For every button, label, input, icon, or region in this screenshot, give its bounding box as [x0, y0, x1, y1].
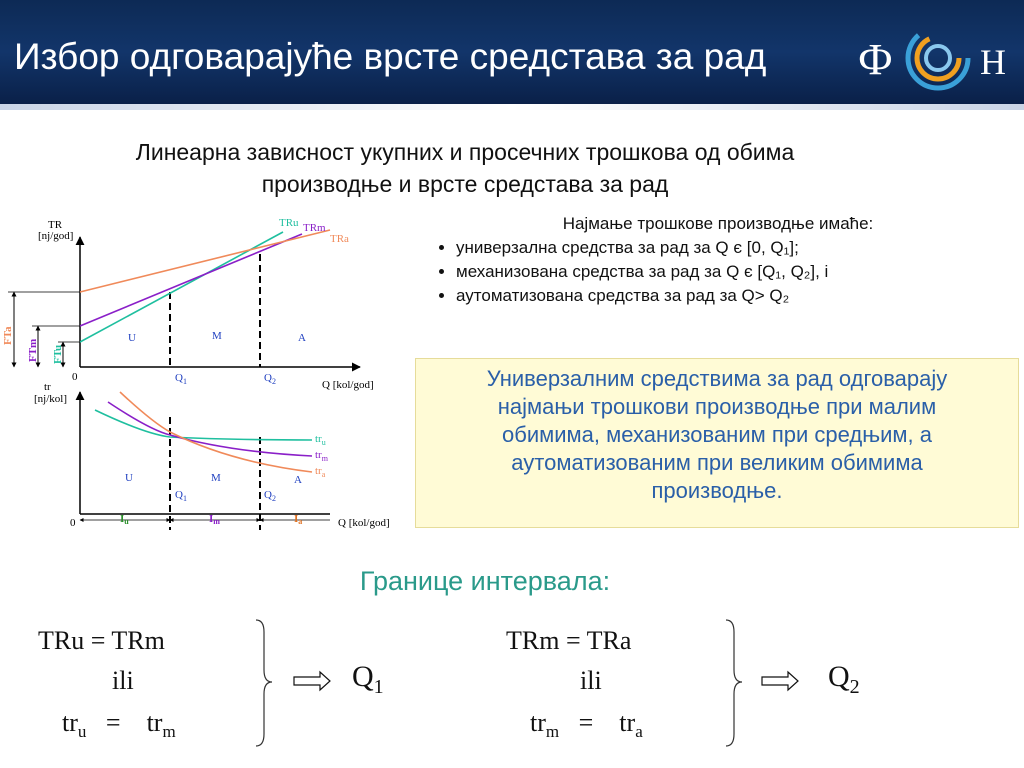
trm-label: TRm	[303, 222, 326, 234]
note-line: производње.	[651, 478, 783, 503]
left-eq-top: TRu = TRm	[38, 626, 165, 655]
right-eq-term: tr	[530, 708, 546, 737]
tra-label: TRa	[330, 233, 349, 245]
right-eq-equals: =	[578, 708, 594, 737]
left-eq-term: tr	[62, 708, 78, 737]
bottom-q1-label: $Q_1$	[175, 489, 187, 503]
note-line: Универзалним средствима за рад одговарају	[486, 366, 948, 391]
right-result-letter: Q	[828, 660, 850, 693]
tru-label: TRu	[279, 217, 299, 229]
subtitle-line: производње и врсте средстава за рад	[261, 171, 669, 197]
left-result	[352, 660, 384, 699]
left-result-letter: Q	[352, 660, 374, 693]
bottom-ylabel-units: [nj/kol]	[34, 393, 67, 405]
subtitle-line: Линеарна зависност укупних и просечних трошкова од обима	[135, 139, 795, 165]
right-eq-top: TRm = TRa	[506, 626, 632, 655]
bottom-xlabel: Q [kol/god]	[338, 517, 390, 529]
left-eq-mid: ili	[112, 666, 134, 695]
cost-legend	[418, 214, 1018, 308]
cost-diagram	[0, 212, 410, 532]
right-result-sub: 2	[849, 676, 860, 698]
tra-line	[80, 230, 330, 292]
top-ylabel: TR	[48, 219, 63, 231]
slide-title: Избор одговарајуће врсте средстава за рад	[14, 36, 767, 77]
bottom-region-u: U	[125, 472, 133, 484]
tru-curve-label: $tr_u$	[315, 433, 326, 447]
bounds-title: Границе интервала:	[359, 566, 611, 596]
top-q2-label: $Q_2$	[264, 372, 276, 386]
top-region-m: M	[212, 330, 222, 342]
interval-u-label: Iu	[120, 513, 129, 526]
top-origin: 0	[72, 371, 78, 383]
left-eq-bottom	[62, 708, 176, 742]
right-eq-sub: m	[545, 722, 560, 742]
left-brace	[252, 618, 276, 748]
ftm-label: FTm	[27, 338, 39, 362]
note-line: обимима, механизованим при средњим, а	[502, 422, 932, 447]
summary-note	[415, 358, 1019, 528]
left-implies-arrow	[292, 670, 332, 692]
right-eq-term: tr	[619, 708, 636, 737]
legend-list	[418, 236, 1018, 308]
legend-heading: Најмање трошкове производње имаће:	[562, 214, 874, 233]
bottom-region-a: A	[294, 474, 302, 486]
note-line: најмањи трошкови производње при малим	[497, 394, 937, 419]
title-divider	[0, 104, 1024, 110]
right-eq-mid: ili	[580, 666, 602, 695]
top-region-u: U	[128, 332, 136, 344]
tra-curve-label: $tr_a$	[315, 465, 326, 479]
top-ylabel-units: [nj/god]	[38, 230, 74, 242]
left-eq-sub: m	[162, 722, 176, 742]
legend-item: • аутоматизована средства за рад за Q> Q₂	[456, 284, 1018, 308]
left-eq-term: tr	[146, 708, 163, 737]
top-q1-label: $Q_1$	[175, 372, 187, 386]
right-eq-sub: a	[635, 722, 643, 742]
legend-item: • механизована средства за рад за Q є [Q₁, Q₂], i	[456, 260, 1018, 284]
right-brace	[722, 618, 746, 748]
bottom-q2-label: $Q_2$	[264, 489, 276, 503]
fta-label: FTa	[2, 326, 14, 345]
faculty-logo	[858, 18, 1018, 98]
bottom-ylabel: tr	[44, 381, 51, 393]
slide-subtitle	[40, 136, 890, 200]
right-result	[828, 660, 860, 699]
interval-a-label: Ia	[294, 513, 303, 526]
trm-line	[80, 234, 302, 326]
bottom-region-m: M	[211, 472, 221, 484]
left-eq-equals: =	[105, 708, 121, 737]
left-eq-sub: u	[77, 722, 87, 742]
legend-item: • универзална средства за рад за Q є [0, Q₁];	[456, 236, 1018, 260]
interval-m-label: Im	[209, 513, 220, 526]
trm-curve-label: $tr_m$	[315, 449, 328, 463]
ftu-label: FTu	[52, 344, 64, 364]
top-xlabel: Q [kol/god]	[322, 379, 374, 391]
logo-letter-left: Ф	[858, 35, 893, 84]
right-implies-arrow	[760, 670, 800, 692]
top-region-a: A	[298, 332, 306, 344]
right-eq-bottom	[530, 708, 643, 742]
bottom-origin: 0	[70, 517, 76, 529]
note-line: аутоматизованим при великим обимима	[511, 450, 923, 475]
left-result-sub: 1	[373, 676, 384, 698]
logo-letter-right: Н	[980, 42, 1006, 82]
